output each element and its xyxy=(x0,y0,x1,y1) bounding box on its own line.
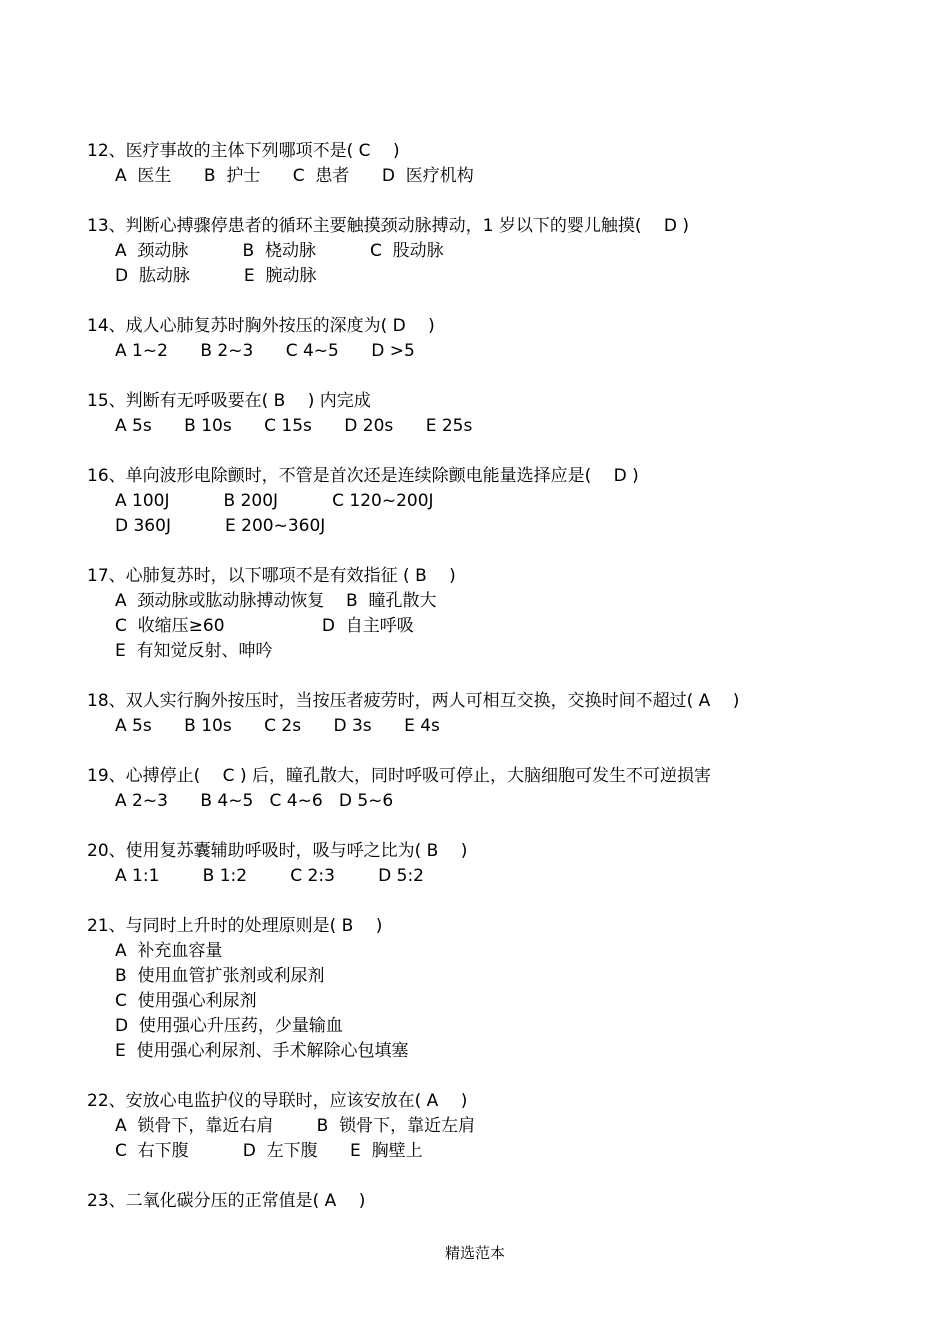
question-options: A 医生 B 护士 C 患者 D 医疗机构 xyxy=(115,166,474,186)
question-options: C 使用强心利尿剂 xyxy=(115,991,257,1011)
question-options: E 使用强心利尿剂、手术解除心包填塞 xyxy=(115,1041,409,1061)
question-options: A 颈动脉或肱动脉搏动恢复 B 瞳孔散大 xyxy=(115,591,437,611)
question-options: D 肱动脉 E 腕动脉 xyxy=(115,266,317,286)
question-text: 17、心肺复苏时，以下哪项不是有效指征 ( B ) xyxy=(87,566,456,586)
question-options: A 补充血容量 xyxy=(115,941,223,961)
question-text: 16、单向波形电除颤时，不管是首次还是连续除颤电能量选择应是( D ) xyxy=(87,466,639,486)
question-text: 14、成人心肺复苏时胸外按压的深度为( D ) xyxy=(87,316,435,336)
question-options: B 使用血管扩张剂或利尿剂 xyxy=(115,966,325,986)
question-options: A 100J B 200J C 120~200J xyxy=(115,491,434,511)
question-text: 20、使用复苏囊辅助呼吸时，吸与呼之比为( B ) xyxy=(87,841,468,861)
question-text: 18、双人实行胸外按压时，当按压者疲劳时，两人可相互交换，交换时间不超过( A ) xyxy=(87,691,740,711)
question-options: D 使用强心升压药，少量输血 xyxy=(115,1016,343,1036)
page-footer: 精选范本 xyxy=(444,1244,505,1262)
question-text: 15、判断有无呼吸要在( B ) 内完成 xyxy=(87,391,371,411)
question-text: 22、安放心电监护仪的导联时，应该安放在( A ) xyxy=(87,1091,468,1111)
question-options: A 2~3 B 4~5 C 4~6 D 5~6 xyxy=(115,791,394,811)
question-options: A 颈动脉 B 桡动脉 C 股动脉 xyxy=(115,241,444,261)
question-options: E 有知觉反射、呻吟 xyxy=(115,641,273,661)
question-options: A 1:1 B 1:2 C 2:3 D 5:2 xyxy=(115,866,424,886)
question-options: A 5s B 10s C 15s D 20s E 25s xyxy=(115,416,473,436)
question-text: 23、二氧化碳分压的正常值是( A ) xyxy=(87,1191,366,1211)
question-text: 19、心搏停止( C ) 后，瞳孔散大，同时呼吸可停止，大脑细胞可发生不可逆损害 xyxy=(87,766,711,786)
question-options: A 锁骨下，靠近右肩 B 锁骨下，靠近左肩 xyxy=(115,1116,476,1136)
question-text: 13、判断心搏骤停患者的循环主要触摸颈动脉搏动，1 岁以下的婴儿触摸( D ) xyxy=(87,216,690,236)
question-options: A 5s B 10s C 2s D 3s E 4s xyxy=(115,716,440,736)
question-text: 12、医疗事故的主体下列哪项不是( C ) xyxy=(87,141,400,161)
question-options: D 360J E 200~360J xyxy=(115,516,326,536)
question-options: C 收缩压≥60 D 自主呼吸 xyxy=(115,616,414,636)
question-options: A 1~2 B 2~3 C 4~5 D >5 xyxy=(115,341,415,361)
question-options: C 右下腹 D 左下腹 E 胸壁上 xyxy=(115,1141,423,1161)
question-text: 21、与同时上升时的处理原则是( B ) xyxy=(87,916,383,936)
